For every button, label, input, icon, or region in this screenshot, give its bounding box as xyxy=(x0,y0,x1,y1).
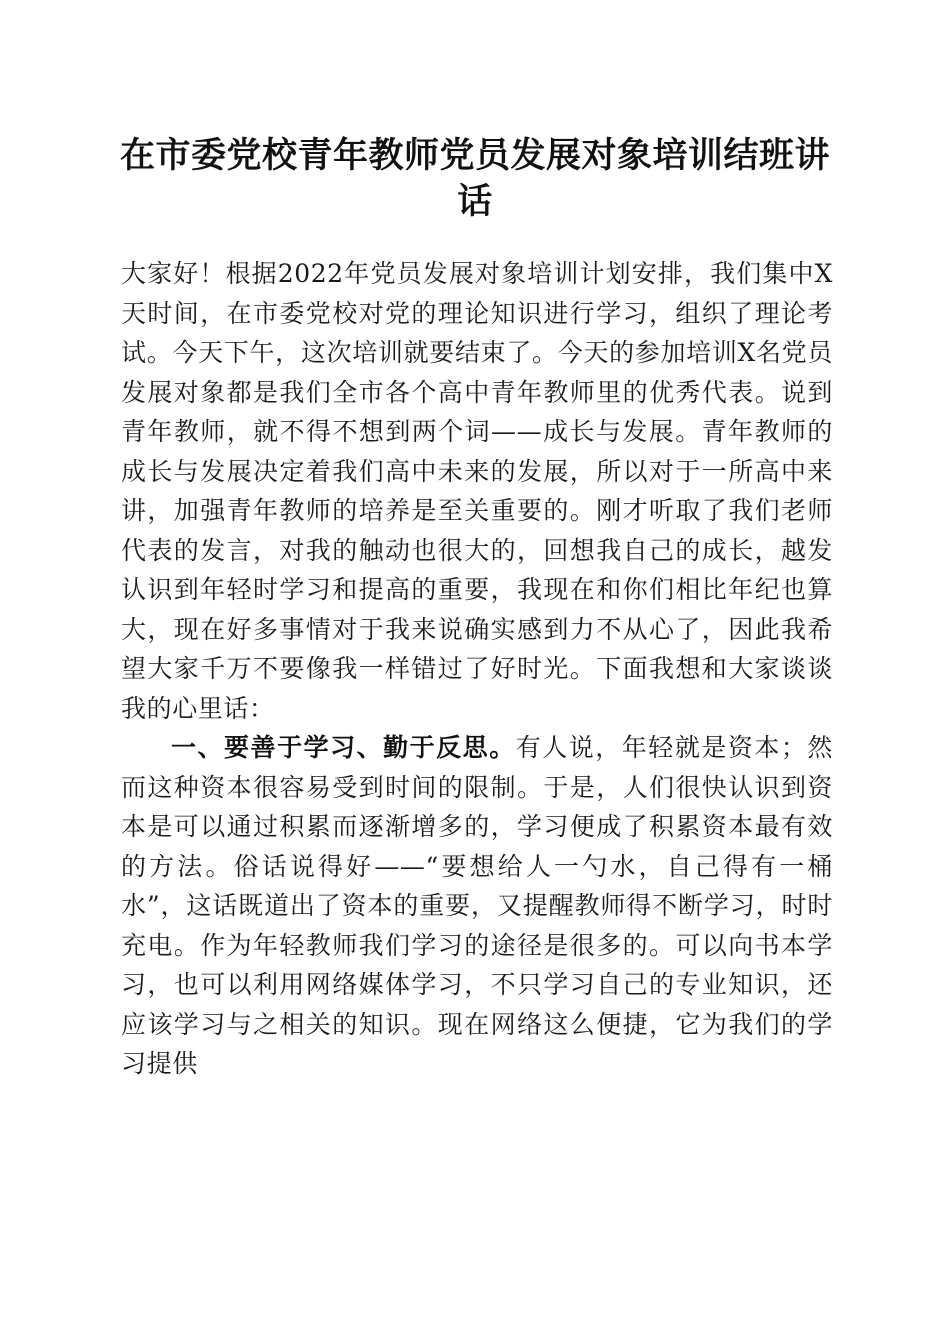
paragraph-opening xyxy=(121,254,833,728)
section-one-text: 有人说，年轻就是资本；然而这种资本很容易受到时间的限制。于是，人们很快认识到资本是可以通过积累而逐渐增多的，学习便成了积累资本最有效的方法。俗话说得好——“要想给人一勺水，自己得有一桶水”，这话既道出了资本的重要，又提醒教师得不断学习，时时充电。作为年轻教师我们学习的途径是很多的。可以向书本学习，也可以利用网络媒体学习，不只学习自己的专业知识，还应该学习与之相关的知识。现在网络这么便捷，它为我们的学习提供 xyxy=(121,733,833,1078)
paragraph-opening-text: 大家好！根据2022年党员发展对象培训计划安排，我们集中X天时间，在市委党校对党的理论知识进行学习，组织了理论考试。今天下午，这次培训就要结束了。今天的参加培训X名党员发展对象都是我们全市各个高中青年教师里的优秀代表。说到青年教师，就不得不想到两个词——成长与发展。青年教师的成长与发展决定着我们高中未来的发展，所以对于一所高中来讲，加强青年教师的培养是至关重要的。刚才听取了我们老师代表的发言，对我的触动也很大的，回想我自己的成长，越发认识到年轻时学习和提高的重要，我现在和你们相比年纪也算大，现在好多事情对于我来说确实感到力不从心了，因此我希望大家千万不要像我一样错过了好时光。下面我想和大家谈谈我的心里话： xyxy=(121,259,833,723)
section-one-heading: 一、要善于学习、勤于反思。 xyxy=(171,733,516,762)
document-title: 在市委党校青年教师党员发展对象培训结班讲话 xyxy=(119,135,830,222)
paragraph-section-one xyxy=(121,728,833,1084)
document-body xyxy=(121,254,833,1084)
